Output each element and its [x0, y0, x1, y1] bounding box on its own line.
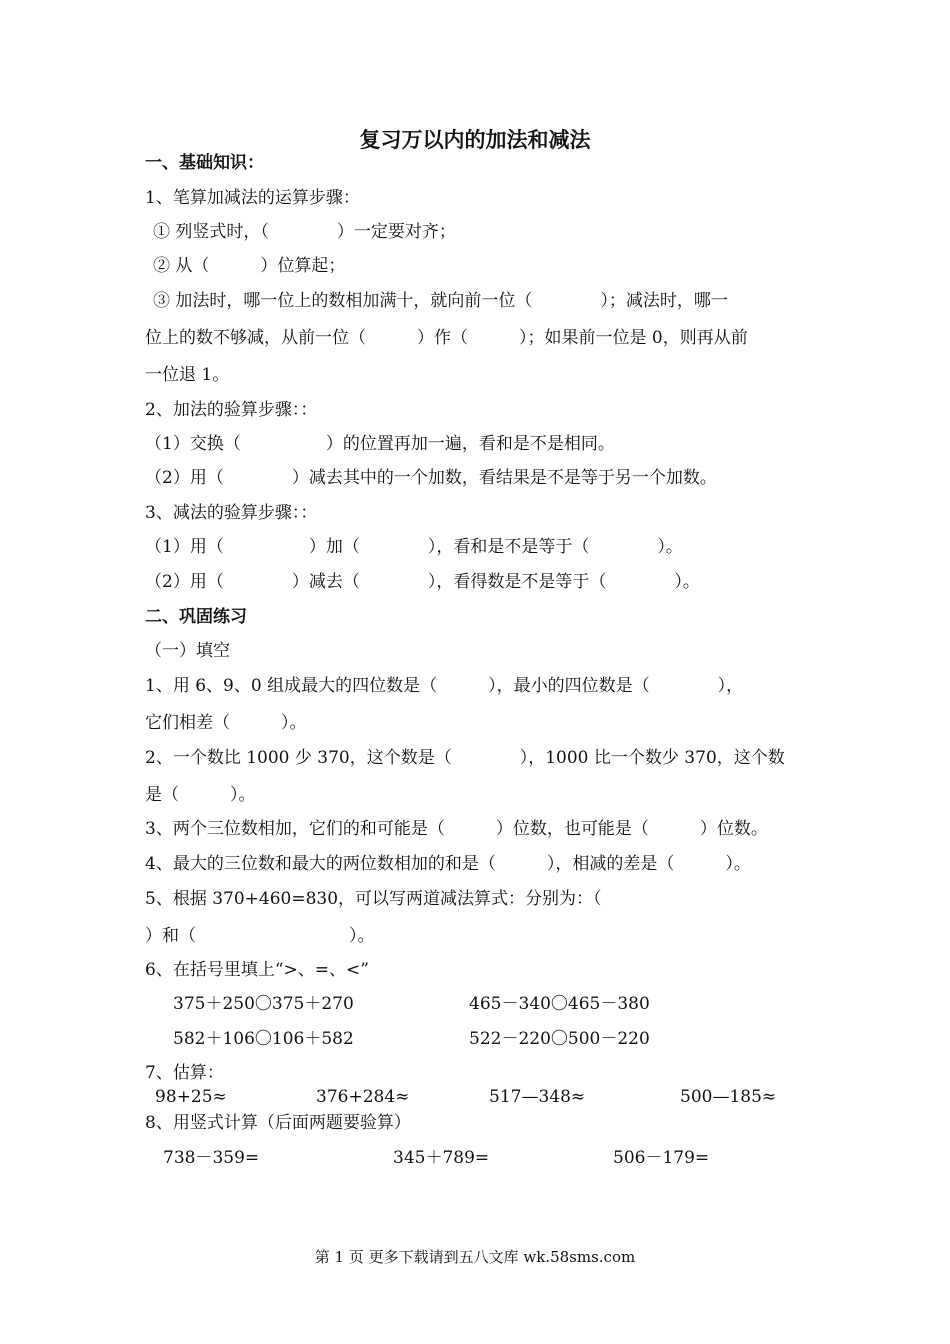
addition-check-1: （1）交换（ ）的位置再加一遍，看和是不是相同。	[145, 434, 615, 454]
compare-item: 522－220〇500－220	[469, 1029, 650, 1049]
step-3-line-1: ③ 加法时，哪一位上的数相加满十，就向前一位（ ）；减法时，哪一	[153, 291, 728, 311]
compare-item: 465－340〇465－380	[469, 994, 650, 1014]
estimate-item: 376+284≈	[316, 1087, 410, 1107]
exercise-1-line-2: 它们相差（ ）。	[145, 713, 307, 733]
exercise-1-line-1: 1、用 6、9、0 组成最大的四位数是（ ），最小的四位数是（ ），	[145, 676, 744, 696]
compare-item: 582＋106〇106＋582	[173, 1029, 354, 1049]
question-3-label: 3、减法的验算步骤：：	[145, 503, 318, 523]
estimate-item: 500—185≈	[680, 1087, 777, 1107]
exercise-4: 4、最大的三位数和最大的两位数相加的和是（ ），相减的差是（ ）。	[145, 854, 751, 874]
step-2: ② 从（ ）位算起；	[153, 256, 346, 276]
subtraction-check-1: （1）用（ ）加（ ），看和是不是等于（ ）。	[145, 537, 683, 557]
exercise-2-line-1: 2、一个数比 1000 少 370，这个数是（ ），1000 比一个数少 370，这个数	[145, 748, 785, 768]
exercise-5-line-2: ）和（ ）。	[145, 926, 375, 946]
subsection-fill-in: （一）填空	[145, 641, 230, 661]
subtraction-check-2: （2）用（ ）减去（ ），看得数是不是等于（ ）。	[145, 572, 700, 592]
exercise-3: 3、两个三位数相加，它们的和可能是（ ）位数，也可能是（ ）位数。	[145, 819, 768, 839]
exercise-2-line-2: 是（ ）。	[145, 785, 256, 805]
exercise-8-label: 8、用竖式计算（后面两题要验算）	[145, 1113, 411, 1133]
section-2-heading: 二、巩固练习	[145, 607, 247, 627]
exercise-6-label: 6、在括号里填上“>、=、<”	[145, 960, 369, 980]
calc-item: 345＋789=	[393, 1148, 490, 1168]
estimate-item: 98+25≈	[155, 1087, 227, 1107]
step-3-line-3: 一位退 1。	[145, 365, 230, 385]
calc-item: 738－359=	[163, 1148, 260, 1168]
question-1-label: 1、笔算加减法的运算步骤：	[145, 188, 360, 208]
compare-item: 375＋250〇375＋270	[173, 994, 354, 1014]
exercise-5-line-1: 5、根据 370+460=830，可以写两道减法算式：分别为：（	[145, 889, 602, 909]
page-title: 复习万以内的加法和减法	[359, 127, 591, 152]
estimate-item: 517—348≈	[489, 1087, 586, 1107]
page-footer: 第 1 页 更多下载请到五八文库 wk.58sms.com	[314, 1248, 636, 1266]
addition-check-2: （2）用（ ）减去其中的一个加数，看结果是不是等于另一个加数。	[145, 468, 717, 488]
exercise-7-label: 7、估算：	[145, 1063, 224, 1083]
calc-item: 506－179=	[613, 1148, 710, 1168]
step-1: ① 列竖式时，（ ）一定要对齐；	[153, 222, 456, 242]
question-2-label: 2、加法的验算步骤：：	[145, 400, 318, 420]
step-3-line-2: 位上的数不够减，从前一位（ ）作（ ）；如果前一位是 0，则再从前	[145, 328, 748, 348]
section-1-heading: 一、基础知识：	[145, 153, 264, 173]
